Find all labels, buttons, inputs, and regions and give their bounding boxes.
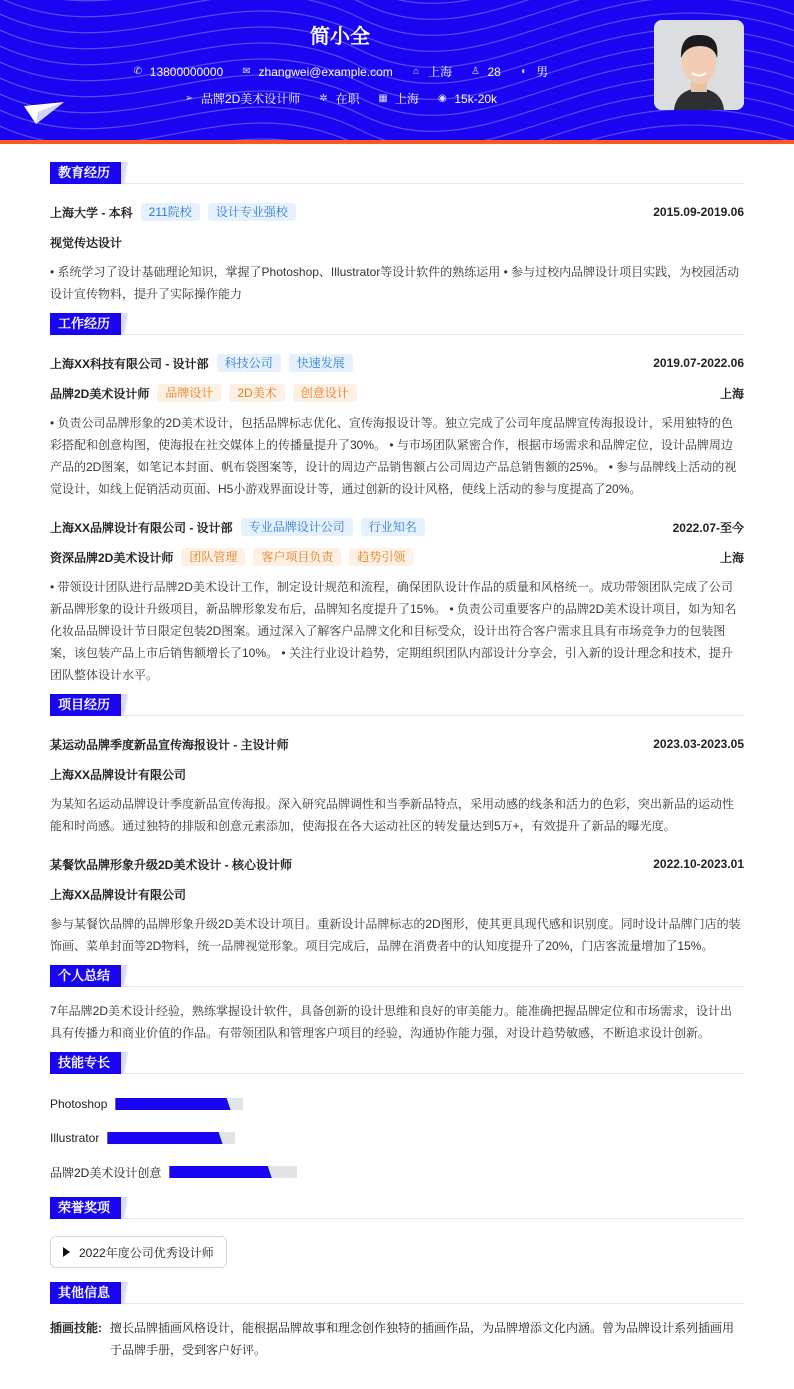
role-tag: 2D美术 bbox=[229, 384, 284, 402]
gender-icon: ◐ bbox=[521, 66, 528, 77]
send-icon: ➢ bbox=[184, 93, 194, 104]
project-row bbox=[50, 849, 744, 879]
building-icon: ▦ bbox=[378, 93, 388, 104]
skill-bar-fill bbox=[107, 1132, 222, 1144]
section-projects bbox=[50, 694, 744, 716]
status: 在职 bbox=[335, 92, 360, 106]
tag: 211院校 bbox=[141, 203, 200, 221]
skill-item bbox=[50, 1087, 403, 1121]
job-intent-row bbox=[0, 90, 680, 107]
role: 品牌2D美术设计师 bbox=[50, 386, 150, 401]
other-item bbox=[50, 1317, 744, 1361]
section-title: 其他信息 bbox=[50, 1282, 121, 1304]
project-company-row bbox=[50, 759, 744, 789]
skill-name: Photoshop bbox=[50, 1097, 108, 1111]
skill-bar bbox=[115, 1098, 243, 1110]
skill-bar bbox=[169, 1166, 297, 1178]
job-company-row bbox=[50, 512, 744, 542]
expand-triangle-icon bbox=[63, 1247, 70, 1257]
role-tag: 创意设计 bbox=[293, 384, 357, 402]
section-title: 个人总结 bbox=[50, 965, 121, 987]
other-text: 擅长品牌插画风格设计，能根据品牌故事和理念创作独特的插画作品，为品牌增添文化内涵。曾为品牌设计系列插画用于品牌手册，受到客户好评。 bbox=[110, 1321, 735, 1357]
major: 视觉传达设计 bbox=[50, 235, 123, 250]
age: 28 bbox=[487, 64, 501, 79]
skill-bar-fill bbox=[115, 1098, 230, 1110]
project-company: 上海XX品牌设计有限公司 bbox=[50, 887, 187, 902]
city: 上海 bbox=[428, 65, 453, 79]
salary-icon: ◉ bbox=[437, 93, 447, 104]
job-role-row bbox=[50, 542, 744, 572]
salary: 15k-20k bbox=[454, 91, 498, 106]
skill-bar bbox=[107, 1132, 235, 1144]
avatar bbox=[654, 20, 744, 110]
section-other bbox=[50, 1282, 744, 1304]
major-row bbox=[50, 227, 744, 257]
job-city: 上海 bbox=[719, 386, 744, 401]
project-company: 上海XX品牌设计有限公司 bbox=[50, 767, 187, 782]
job-desc: • 负责公司品牌形象的2D美术设计，包括品牌标志优化、宣传海报设计等。独立完成了公司年度品牌宣传海报设计，采用独特的色彩搭配和创意构图，使海报在社交媒体上的传播量提升了30%。 • 与市场团队紧密合作，根据市场需求和品牌定位，设计品牌周边产品的2D图案，如笔记本封面、帆布袋图案等，设计的周边产品销售额占公司周边产品总销售额的25%。 • 参与品牌线上活动的视觉设计，如线上促销活动页面、H5小游戏界面设计等，通过创新的设计风格，使线上活动的参与度提高了20%。 bbox=[50, 416, 737, 496]
mail-icon: ✉ bbox=[242, 66, 251, 77]
tag: 设计专业强校 bbox=[208, 203, 296, 221]
email: zhangwei@example.com bbox=[258, 64, 393, 79]
award-label: 2022年度公司优秀设计师 bbox=[79, 1245, 214, 1260]
phone: 13800000000 bbox=[149, 64, 224, 79]
section-title: 工作经历 bbox=[50, 313, 121, 335]
section-title: 荣誉奖项 bbox=[50, 1197, 121, 1219]
section-title: 教育经历 bbox=[50, 162, 121, 184]
skill-name: Illustrator bbox=[50, 1131, 100, 1145]
resume-header bbox=[0, 0, 794, 140]
skill-name: 品牌2D美术设计创意 bbox=[50, 1165, 162, 1180]
home-icon: ⌂ bbox=[413, 66, 420, 77]
age-icon: ♙ bbox=[471, 66, 480, 77]
job-city: 上海 bbox=[719, 550, 744, 565]
education-row bbox=[50, 197, 744, 227]
contact-row bbox=[0, 63, 680, 80]
company: 上海XX品牌设计有限公司 - 设计部 bbox=[50, 520, 233, 535]
gender: 男 bbox=[536, 65, 549, 79]
section-summary bbox=[50, 965, 744, 987]
other-label: 插画技能: bbox=[50, 1321, 102, 1335]
project-desc: 为某知名运动品牌设计季度新品宣传海报。深入研究品牌调性和当季新品特点，采用动感的线条和活力的色彩，突出新品的运动性能和时尚感。通过独特的排版和创意元素添加，使海报在各大运动社区的转发量达到5万+，有效提升了新品的曝光度。 bbox=[50, 797, 735, 833]
company: 上海XX科技有限公司 - 设计部 bbox=[50, 356, 209, 371]
date: 2019.07-2022.06 bbox=[653, 356, 744, 370]
company-tag: 快速发展 bbox=[289, 354, 353, 372]
job-desc: • 带领设计团队进行品牌2D美术设计工作，制定设计规范和流程，确保团队设计作品的质量和风格统一。成功带领团队完成了公司新品牌形象的设计升级项目，新品牌形象发布后，品牌知名度提升了15%。 • 负责公司重要客户的品牌2D美术设计项目，如为知名化妆品品牌设计节日限定包装2D图案。通过深入了解客户品牌文化和目标受众，设计出符合客户需求且具有市场竞争力的包装图案，该包装产品上市后销售额增长了10%。 • 关注行业设计趋势，定期组织团队内部设计分享会，引入新的设计理念和技术，提升团队整体设计水平。 bbox=[50, 580, 737, 682]
status-icon: ✲ bbox=[319, 93, 328, 104]
date: 2022.07-至今 bbox=[672, 520, 744, 535]
section-education bbox=[50, 162, 744, 184]
position: 品牌2D美术设计师 bbox=[200, 92, 301, 106]
job-company-row bbox=[50, 348, 744, 378]
role-tag: 趋势引领 bbox=[349, 548, 413, 566]
education-desc: • 系统学习了设计基础理论知识，掌握了Photoshop、Illustrator等设计软件的熟练运用 • 参与过校内品牌设计项目实践，为校园活动设计宣传物料，提升了实际操作能力 bbox=[50, 265, 740, 301]
role: 资深品牌2D美术设计师 bbox=[50, 550, 174, 565]
date: 2015.09-2019.06 bbox=[653, 205, 744, 219]
section-title: 项目经历 bbox=[50, 694, 121, 716]
skill-item bbox=[50, 1155, 403, 1189]
section-work bbox=[50, 313, 744, 335]
school: 上海大学 - 本科 bbox=[50, 205, 133, 220]
resume-body bbox=[50, 162, 744, 1361]
project-name: 某餐饮品牌形象升级2D美术设计 - 核心设计师 bbox=[50, 857, 293, 872]
phone-icon: ✆ bbox=[133, 66, 142, 77]
skill-bar-fill bbox=[169, 1166, 271, 1178]
company-tag: 行业知名 bbox=[361, 518, 425, 536]
date: 2022.10-2023.01 bbox=[653, 857, 744, 871]
project-name: 某运动品牌季度新品宣传海报设计 - 主设计师 bbox=[50, 737, 289, 752]
work-city: 上海 bbox=[394, 92, 419, 106]
role-tag: 团队管理 bbox=[181, 548, 245, 566]
project-company-row bbox=[50, 879, 744, 909]
role-tag: 品牌设计 bbox=[157, 384, 221, 402]
skill-item bbox=[50, 1121, 403, 1155]
accent-bar bbox=[0, 140, 794, 144]
candidate-name: 简小全 bbox=[310, 26, 370, 48]
section-title: 技能专长 bbox=[50, 1052, 121, 1074]
award-item[interactable] bbox=[50, 1236, 227, 1268]
project-desc: 参与某餐饮品牌的品牌形象升级2D美术设计项目。重新设计品牌标志的2D图形，使其更具现代感和识别度。同时设计品牌门店的装饰画、菜单封面等2D物料，统一品牌视觉形象。项目完成后，品牌在消费者中的认知度提升了20%，门店客流量增加了15%。 bbox=[50, 917, 741, 953]
project-row bbox=[50, 729, 744, 759]
company-tag: 科技公司 bbox=[217, 354, 281, 372]
job-role-row bbox=[50, 378, 744, 408]
section-honors bbox=[50, 1197, 744, 1219]
section-skills bbox=[50, 1052, 744, 1074]
company-tag: 专业品牌设计公司 bbox=[241, 518, 353, 536]
date: 2023.03-2023.05 bbox=[653, 737, 744, 751]
paper-plane-icon bbox=[24, 100, 64, 126]
summary-text: 7年品牌2D美术设计经验，熟练掌握设计软件，具备创新的设计思维和良好的审美能力。能准确把握品牌定位和市场需求，设计出具有传播力和商业价值的作品。有带领团队和管理客户项目的经验，沟通协作能力强，对设计趋势敏感，不断追求设计创新。 bbox=[50, 1004, 733, 1040]
role-tag: 客户项目负责 bbox=[253, 548, 341, 566]
